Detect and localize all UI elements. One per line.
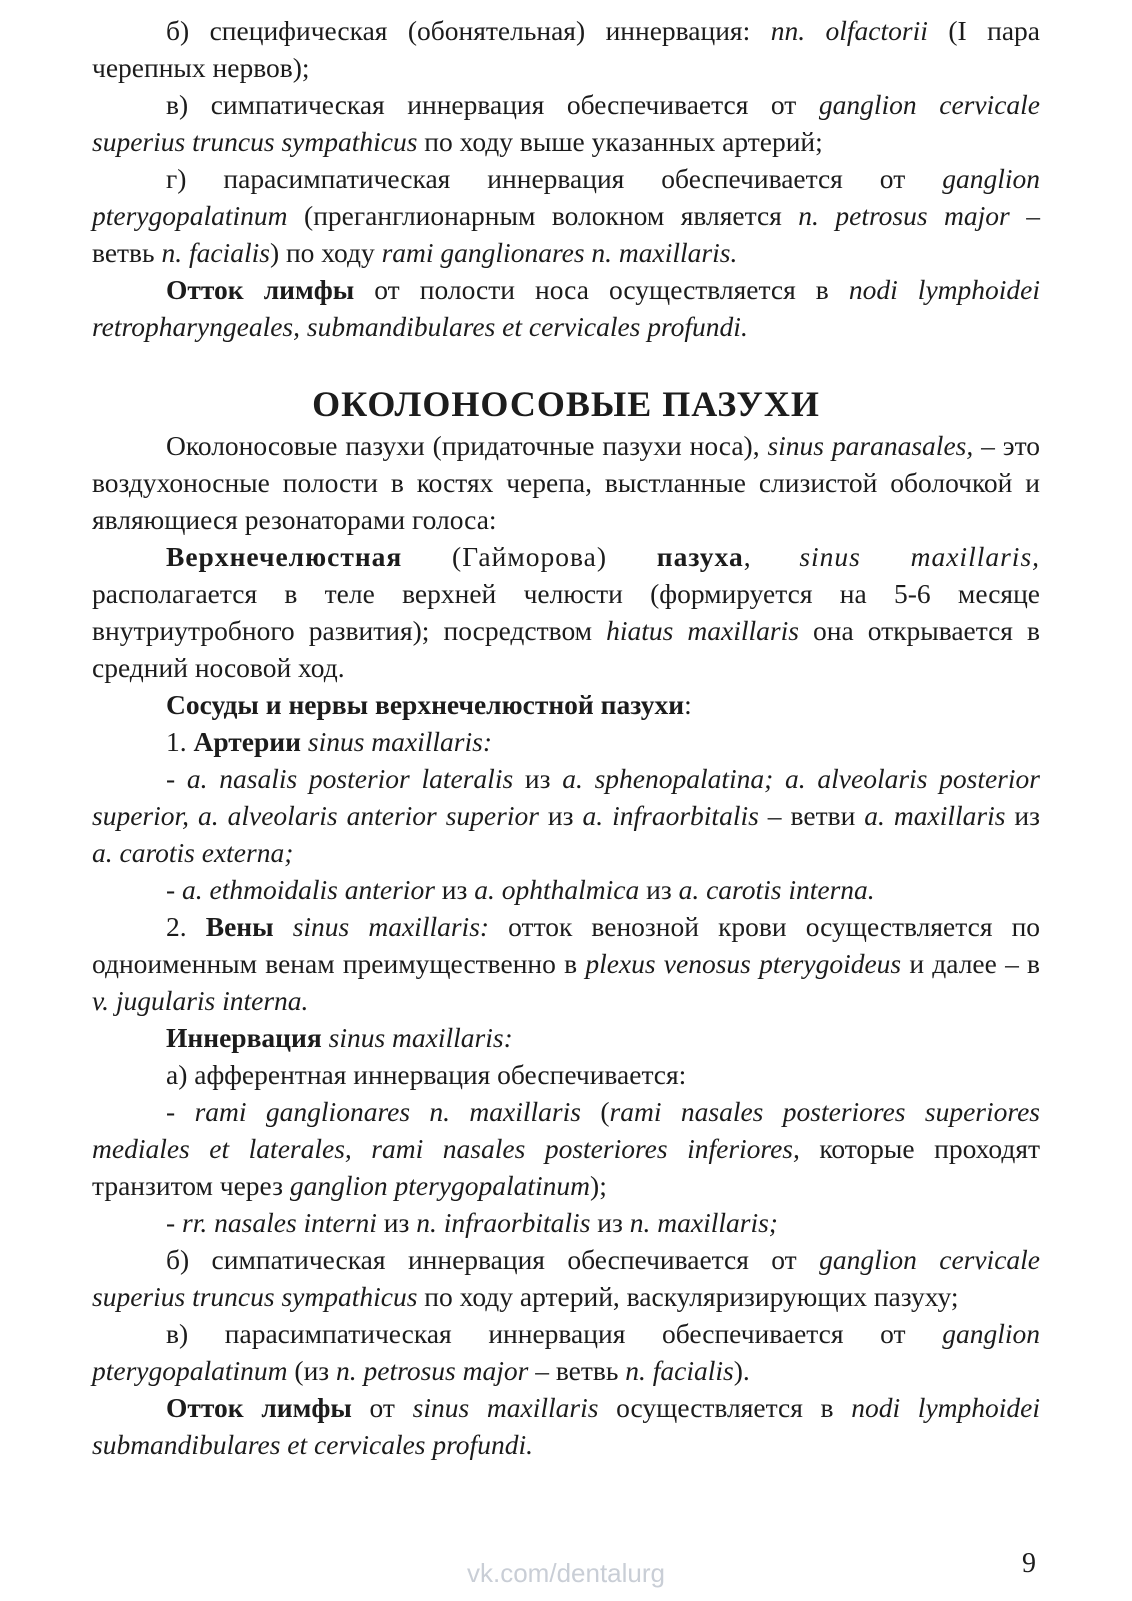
- text: [301, 726, 308, 757]
- latin-term: n. infraorbitalis: [416, 1207, 591, 1238]
- latin-term: a. nasalis posterior lateralis: [186, 763, 514, 794]
- text: которые проходят транзитом через: [92, 1133, 1040, 1201]
- paragraph-sympathetic-sinus: [92, 1241, 1040, 1315]
- text: – ветвь: [92, 200, 1040, 268]
- paragraph-specific-innervation: [92, 12, 1040, 86]
- text: она открывается в средний носовой ход.: [92, 615, 1040, 683]
- text: (Гайморова): [402, 541, 657, 572]
- text: из: [434, 874, 475, 905]
- latin-term: sinus paranasales,: [767, 430, 974, 461]
- section-heading: ОКОЛОНОСОВЫЕ ПАЗУХИ: [312, 384, 820, 424]
- latin-term: sinus maxillaris,: [799, 541, 1041, 572]
- latin-term: a. carotis externa;: [92, 837, 294, 868]
- latin-term: ganglion pterygopalatinum: [289, 1170, 591, 1201]
- latin-term: n. facialis: [161, 237, 270, 268]
- latin-term: sinus maxillaris:: [307, 726, 492, 757]
- text: из: [590, 1207, 630, 1238]
- text: (преганглионарным волокном является: [287, 200, 799, 231]
- latin-term: ganglion cervicale superius truncus sympathicus: [92, 89, 1040, 157]
- text: 2.: [166, 911, 206, 942]
- paragraph-lymph-drainage-sinus: [92, 1389, 1040, 1463]
- latin-term: ganglion cervicale superius truncus sympathicus: [92, 1244, 1041, 1312]
- text: от полости носа осуществляется в: [354, 274, 849, 305]
- text: ).: [733, 1355, 750, 1386]
- bold-term: Вены: [205, 911, 274, 942]
- paragraph-veins: [92, 908, 1040, 1019]
- watermark: vk.com/dentalurg: [467, 1558, 665, 1588]
- bold-term: пазуха: [656, 541, 744, 572]
- text: ) по ходу: [269, 237, 382, 268]
- bold-term: Артерии: [193, 726, 301, 757]
- latin-term: v. jugularis interna.: [92, 985, 309, 1016]
- bold-term: Верхнечелюстная: [166, 541, 403, 572]
- page-number: 9: [1022, 1548, 1036, 1579]
- text: располагается в теле верхней челюсти (формируется на 5-6 месяце внутриутробного развития); посредством: [92, 578, 1040, 646]
- text: -: [166, 874, 183, 905]
- latin-term: a. maxillaris: [864, 800, 1006, 831]
- text: из: [1005, 800, 1041, 831]
- paragraph-maxillary-sinus: [92, 538, 1040, 686]
- paragraph-lymph-drainage-nose: [92, 271, 1040, 345]
- latin-term: a. infraorbitalis: [582, 800, 759, 831]
- latin-term: a. ophthalmica: [474, 874, 640, 905]
- text: – ветвь: [528, 1355, 626, 1386]
- latin-term: n. petrosus major: [798, 200, 1010, 231]
- latin-term: sinus maxillaris:: [292, 911, 490, 942]
- paragraph-arteries-heading: [92, 723, 1040, 760]
- text: – это воздухоносные полости в костях черепа, выстланные слизистой оболочкой и являющиеся резонаторами голоса:: [92, 430, 1040, 535]
- paragraph-arteries-list-2: [92, 871, 1040, 908]
- text: осуществляется в: [598, 1392, 852, 1423]
- paragraph-sympathetic-innervation-nose: [92, 86, 1040, 160]
- text: – ветви: [758, 800, 865, 831]
- latin-term: n. facialis: [625, 1355, 734, 1386]
- text: [274, 911, 293, 942]
- latin-term: a. carotis interna.: [678, 874, 875, 905]
- text: из: [639, 874, 679, 905]
- text: по ходу артерий, васкуляризирующих пазуху;: [417, 1281, 959, 1312]
- text: от: [351, 1392, 413, 1423]
- paragraph-afferent: а) афферентная иннервация обеспечивается:: [166, 1059, 687, 1090]
- latin-term: sinus maxillaris:: [328, 1022, 513, 1053]
- text: -: [166, 1096, 195, 1127]
- text: :: [684, 689, 692, 720]
- latin-term: sinus maxillaris: [412, 1392, 599, 1423]
- latin-term: a. sphenopalatina; a. alveolaris posterior superior, a. alveolaris anterior superior: [92, 763, 1040, 831]
- text: б) специфическая (обонятельная) иннервация:: [166, 15, 771, 46]
- paragraph-parasympathetic-sinus: [92, 1315, 1040, 1389]
- text: г) парасимпатическая иннервация обеспечивается от: [166, 163, 943, 194]
- latin-term: rr. nasales interni: [182, 1207, 377, 1238]
- paragraph-vessels-heading: [92, 686, 1040, 723]
- text: ,: [743, 541, 800, 572]
- paragraph-parasympathetic-innervation-nose: [92, 160, 1040, 271]
- text: (из: [287, 1355, 337, 1386]
- text: Околоносовые пазухи (придаточные пазухи носа),: [166, 430, 768, 461]
- latin-term: nodi lymphoidei retropharyngeales, submandibulares et cervicales profundi.: [92, 274, 1040, 342]
- text: отток венозной крови осуществляется по одноименным венам преимущественно в: [92, 911, 1041, 979]
- bold-term: Отток лимфы: [166, 274, 355, 305]
- latin-term: a. ethmoidalis anterior: [182, 874, 435, 905]
- text: в) парасимпатическая иннервация обеспечивается от: [166, 1318, 943, 1349]
- latin-term: rami ganglionares n. maxillaris: [194, 1096, 581, 1127]
- latin-term: plexus venosus pterygoideus: [585, 948, 902, 979]
- paragraph-afferent-list-1: [92, 1093, 1040, 1204]
- paragraph-arteries-list-1: [92, 760, 1040, 871]
- text: по ходу выше указанных артерий;: [417, 126, 823, 157]
- latin-term: ganglion pterygopalatinum: [92, 1318, 1040, 1386]
- latin-term: hiatus maxillaris: [606, 615, 799, 646]
- text: из: [513, 763, 563, 794]
- paragraph-afferent-list-2: [92, 1204, 1040, 1241]
- text: 1.: [166, 726, 194, 757]
- text: б) симпатическая иннервация обеспечивается от: [166, 1244, 820, 1275]
- latin-term: rami ganglionares n. maxillaris.: [381, 237, 738, 268]
- text: из: [376, 1207, 417, 1238]
- text: и далее – в: [901, 948, 1041, 979]
- page-body: [92, 12, 1040, 1463]
- text: -: [166, 763, 187, 794]
- latin-term: ganglion pterygopalatinum: [92, 163, 1040, 231]
- text: из: [538, 800, 583, 831]
- text: );: [590, 1170, 607, 1201]
- paragraph-innervation-heading: [92, 1019, 1040, 1056]
- text: -: [166, 1207, 183, 1238]
- text: (: [580, 1096, 610, 1127]
- bold-term: Иннервация: [166, 1022, 322, 1053]
- bold-term: Сосуды и нервы верхнечелюстной пазухи: [166, 689, 685, 720]
- latin-term: nn. olfactorii: [770, 15, 928, 46]
- latin-term: rami nasales posteriores superiores mediales et laterales, rami nasales posteriores inferiores,: [92, 1096, 1040, 1164]
- latin-term: n. petrosus major: [336, 1355, 529, 1386]
- latin-term: nodi lymphoidei submandibulares et cervicales profundi.: [92, 1392, 1040, 1460]
- text: в) симпатическая иннервация обеспечивается от: [166, 89, 819, 120]
- latin-term: n. maxillaris;: [629, 1207, 778, 1238]
- text: (I пара черепных нервов);: [92, 15, 1040, 83]
- bold-term: Отток лимфы: [166, 1392, 352, 1423]
- text: [322, 1022, 329, 1053]
- paragraph-intro: [92, 427, 1040, 538]
